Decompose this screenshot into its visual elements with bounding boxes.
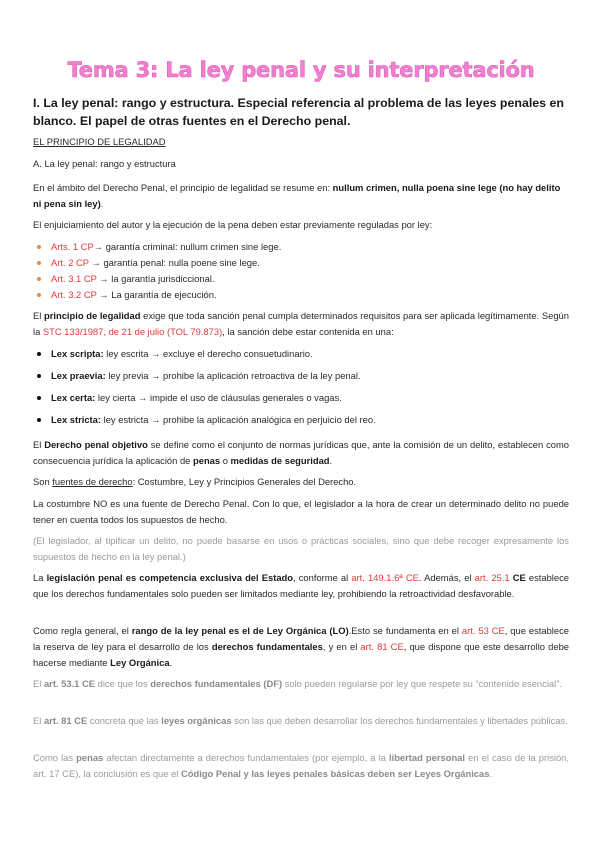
- list-item: Lex certa: ley cierta → impide el uso de cláusulas generales o vagas.: [51, 391, 342, 405]
- paragraph-legality-requirements: El principio de legalidad exige que toda sanción penal cumpla determinados requisitos para ser aplicada legítimamente. Según la STC 133/1987, de 21 de julio (TOL 79.873), la sanción debe estar contenida en una:: [33, 310, 569, 337]
- paragraph-sources: Son fuentes de derecho: Costumbre, Ley y Principios Generales del Derecho.: [33, 476, 357, 487]
- paragraph-legality-summary: En el ámbito del Derecho Penal, el principio de legalidad se resume en: nullum crimen, nulla poena sine lege (no hay delito ni pena sin ley).: [33, 182, 561, 209]
- paragraph-legislator-note: (El legislador, al tipificar un delito, no puede basarse en usos o prácticas sociales, sino que debe recoger expresamente los supuestos de hecho en la ley penal.): [33, 535, 569, 562]
- bullet-icon: [37, 245, 41, 249]
- list-item: Lex scripta: ley escrita → excluye el derecho consuetudinario.: [51, 347, 313, 361]
- list-item: Art. 3.2 CP → La garantía de ejecución.: [51, 288, 217, 302]
- list-item: Art. 2 CP → garantía penal: nulla poene sine lege.: [51, 256, 260, 270]
- bullet-icon: [37, 352, 41, 356]
- bullet-icon: [37, 293, 41, 297]
- list-item: Lex stricta: ley estricta → prohibe la aplicación analógica en perjuicio del reo.: [51, 413, 376, 427]
- paragraph-art-81: El art. 81 CE concreta que las leyes orgánicas son las que deben desarrollar los derechos fundamentales y libertades públicas.: [33, 715, 568, 726]
- bullet-icon: [37, 261, 41, 265]
- subsection-title: A. La ley penal: rango y estructura: [33, 158, 176, 169]
- bullet-icon: [37, 374, 41, 378]
- paragraph-penalties-conclusion: Como las penas afectan directamente a derechos fundamentales (por ejemplo, a la libertad personal en el caso de la prisión, art. 17 CE), la conclusión es que el Código Penal y las leyes penales básicas deben ser Leyes Orgánicas.: [33, 752, 569, 779]
- bullet-icon: [37, 418, 41, 422]
- list-item: Art. 3.1 CP → la garantía jurisdiccional.: [51, 272, 214, 286]
- paragraph-custom: La costumbre NO es una fuente de Derecho Penal. Con lo que, el legislador a la hora de crear un determinado delito no puede tener en cuenta todos los supuestos de hecho.: [33, 498, 569, 525]
- paragraph-state-competence: La legislación penal es competencia exclusiva del Estado, conforme al art. 149.1.6ª CE. Además, el art. 25.1 CE establece que los derechos fundamentales solo pueden ser limitados mediante ley, prohibiendo la retroactividad desfavorable.: [33, 572, 569, 599]
- list-item: Lex praevia: ley previa → prohibe la aplicación retroactiva de la ley penal.: [51, 369, 361, 383]
- paragraph-organic-law: Como regla general, el rango de la ley penal es el de Ley Orgánica (LO).Esto se fundamenta en el art. 53 CE, que establece la reserva de ley para el desarrollo de los derechos fundamentales, y en el art. 81 CE, que dispone que este desarrollo debe hacerse mediante Ley Orgánica.: [33, 625, 569, 668]
- section-heading: I. La ley penal: rango y estructura. Especial referencia al problema de las leyes penales en blanco. El papel de otras fuentes en el Derecho penal.: [33, 96, 564, 128]
- bullet-icon: [37, 277, 41, 281]
- section-title: EL PRINCIPIO DE LEGALIDAD: [33, 136, 166, 147]
- paragraph-objective-law: El Derecho penal objetivo se define como el conjunto de normas jurídicas que, ante la comisión de un delito, establecen como consecuencia jurídica la aplicación de penas o medidas de seguridad.: [33, 439, 569, 466]
- paragraph-prior-regulation: El enjuiciamiento del autor y la ejecución de la pena deben estar previamente reguladas por ley:: [33, 219, 433, 230]
- bullet-icon: [37, 396, 41, 400]
- paragraph-art-53: El art. 53.1 CE dice que los derechos fundamentales (DF) solo pueden regularse por ley que respete su “contenido esencial”.: [33, 678, 562, 689]
- list-item: Arts. 1 CP→ garantía criminal: nullum crimen sine lege.: [51, 240, 281, 254]
- page-title: Tema 3: La ley penal y su interpretación: [67, 58, 535, 82]
